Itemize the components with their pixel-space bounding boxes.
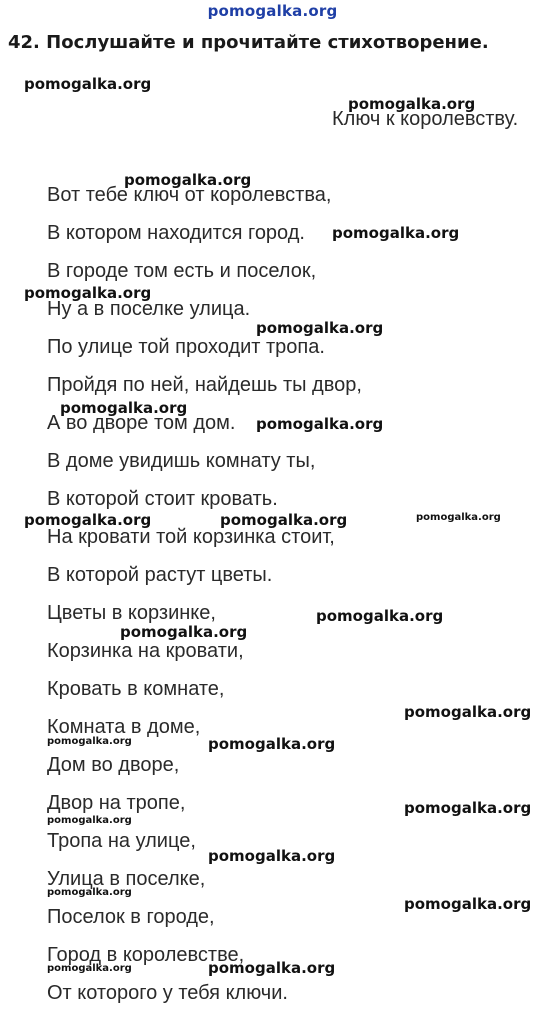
watermark: pomogalka.org bbox=[348, 95, 476, 113]
poem-line: Дом во дворе, bbox=[47, 754, 180, 776]
watermark: pomogalka.org bbox=[208, 847, 336, 865]
watermark: pomogalka.org bbox=[316, 607, 444, 625]
poem-line: Пройдя по ней, найдешь ты двор, bbox=[47, 374, 362, 396]
watermark: pomogalka.org bbox=[24, 284, 152, 302]
poem-line: Вот тебе ключ от королевства, bbox=[47, 184, 332, 206]
poem-line: А во дворе том дом. bbox=[47, 412, 236, 434]
watermark: pomogalka.org bbox=[208, 959, 336, 977]
watermark: pomogalka.org bbox=[60, 399, 188, 417]
watermark: pomogalka.org bbox=[256, 319, 384, 337]
poem-line: Тропа на улице, bbox=[47, 830, 196, 852]
poem-line: По улице той проходит тропа. bbox=[47, 336, 325, 358]
poem-line: В которой стоит кровать. bbox=[47, 488, 278, 510]
poem-line: Кровать в комнате, bbox=[47, 678, 225, 700]
poem-line: В доме увидишь комнату ты, bbox=[47, 450, 316, 472]
poem-line: Ну а в поселке улица. bbox=[47, 298, 251, 320]
poem-line: Поселок в городе, bbox=[47, 906, 215, 928]
site-header-watermark: pomogalka.org bbox=[207, 2, 338, 20]
task-title: 42. Послушайте и прочитайте стихотворение. bbox=[8, 32, 489, 53]
watermark: pomogalka.org bbox=[24, 75, 152, 93]
watermark: pomogalka.org bbox=[220, 511, 348, 529]
poem-line: Город в королевстве, bbox=[47, 944, 245, 966]
watermark: pomogalka.org bbox=[256, 415, 384, 433]
watermark: pomogalka.org bbox=[124, 171, 252, 189]
poem-line: Корзинка на кровати, bbox=[47, 640, 244, 662]
poem-line: В городе том есть и поселок, bbox=[47, 260, 317, 282]
poem-line: Улица в поселке, bbox=[47, 868, 206, 890]
poem-line: Двор на тропе, bbox=[47, 792, 186, 814]
watermark: pomogalka.org bbox=[47, 815, 132, 826]
watermark: pomogalka.org bbox=[404, 799, 532, 817]
watermark: pomogalka.org bbox=[47, 736, 132, 747]
watermark: pomogalka.org bbox=[404, 703, 532, 721]
poem-line: В которой растут цветы. bbox=[47, 564, 273, 586]
watermark: pomogalka.org bbox=[120, 623, 248, 641]
watermark: pomogalka.org bbox=[24, 511, 152, 529]
poem-line: В котором находится город. bbox=[47, 222, 305, 244]
poem-line: Цветы в корзинке, bbox=[47, 602, 216, 624]
watermark: pomogalka.org bbox=[404, 895, 532, 913]
poem-title: Ключ к королевству. bbox=[332, 108, 519, 130]
watermark: pomogalka.org bbox=[416, 512, 501, 523]
poem-line: На кровати той корзинка стоит, bbox=[47, 526, 335, 548]
watermark: pomogalka.org bbox=[47, 887, 132, 898]
watermark: pomogalka.org bbox=[208, 735, 336, 753]
poem-line: Комната в доме, bbox=[47, 716, 201, 738]
watermark: pomogalka.org bbox=[332, 224, 460, 242]
watermark: pomogalka.org bbox=[47, 963, 132, 974]
poem-line: От которого у тебя ключи. bbox=[47, 982, 288, 1004]
